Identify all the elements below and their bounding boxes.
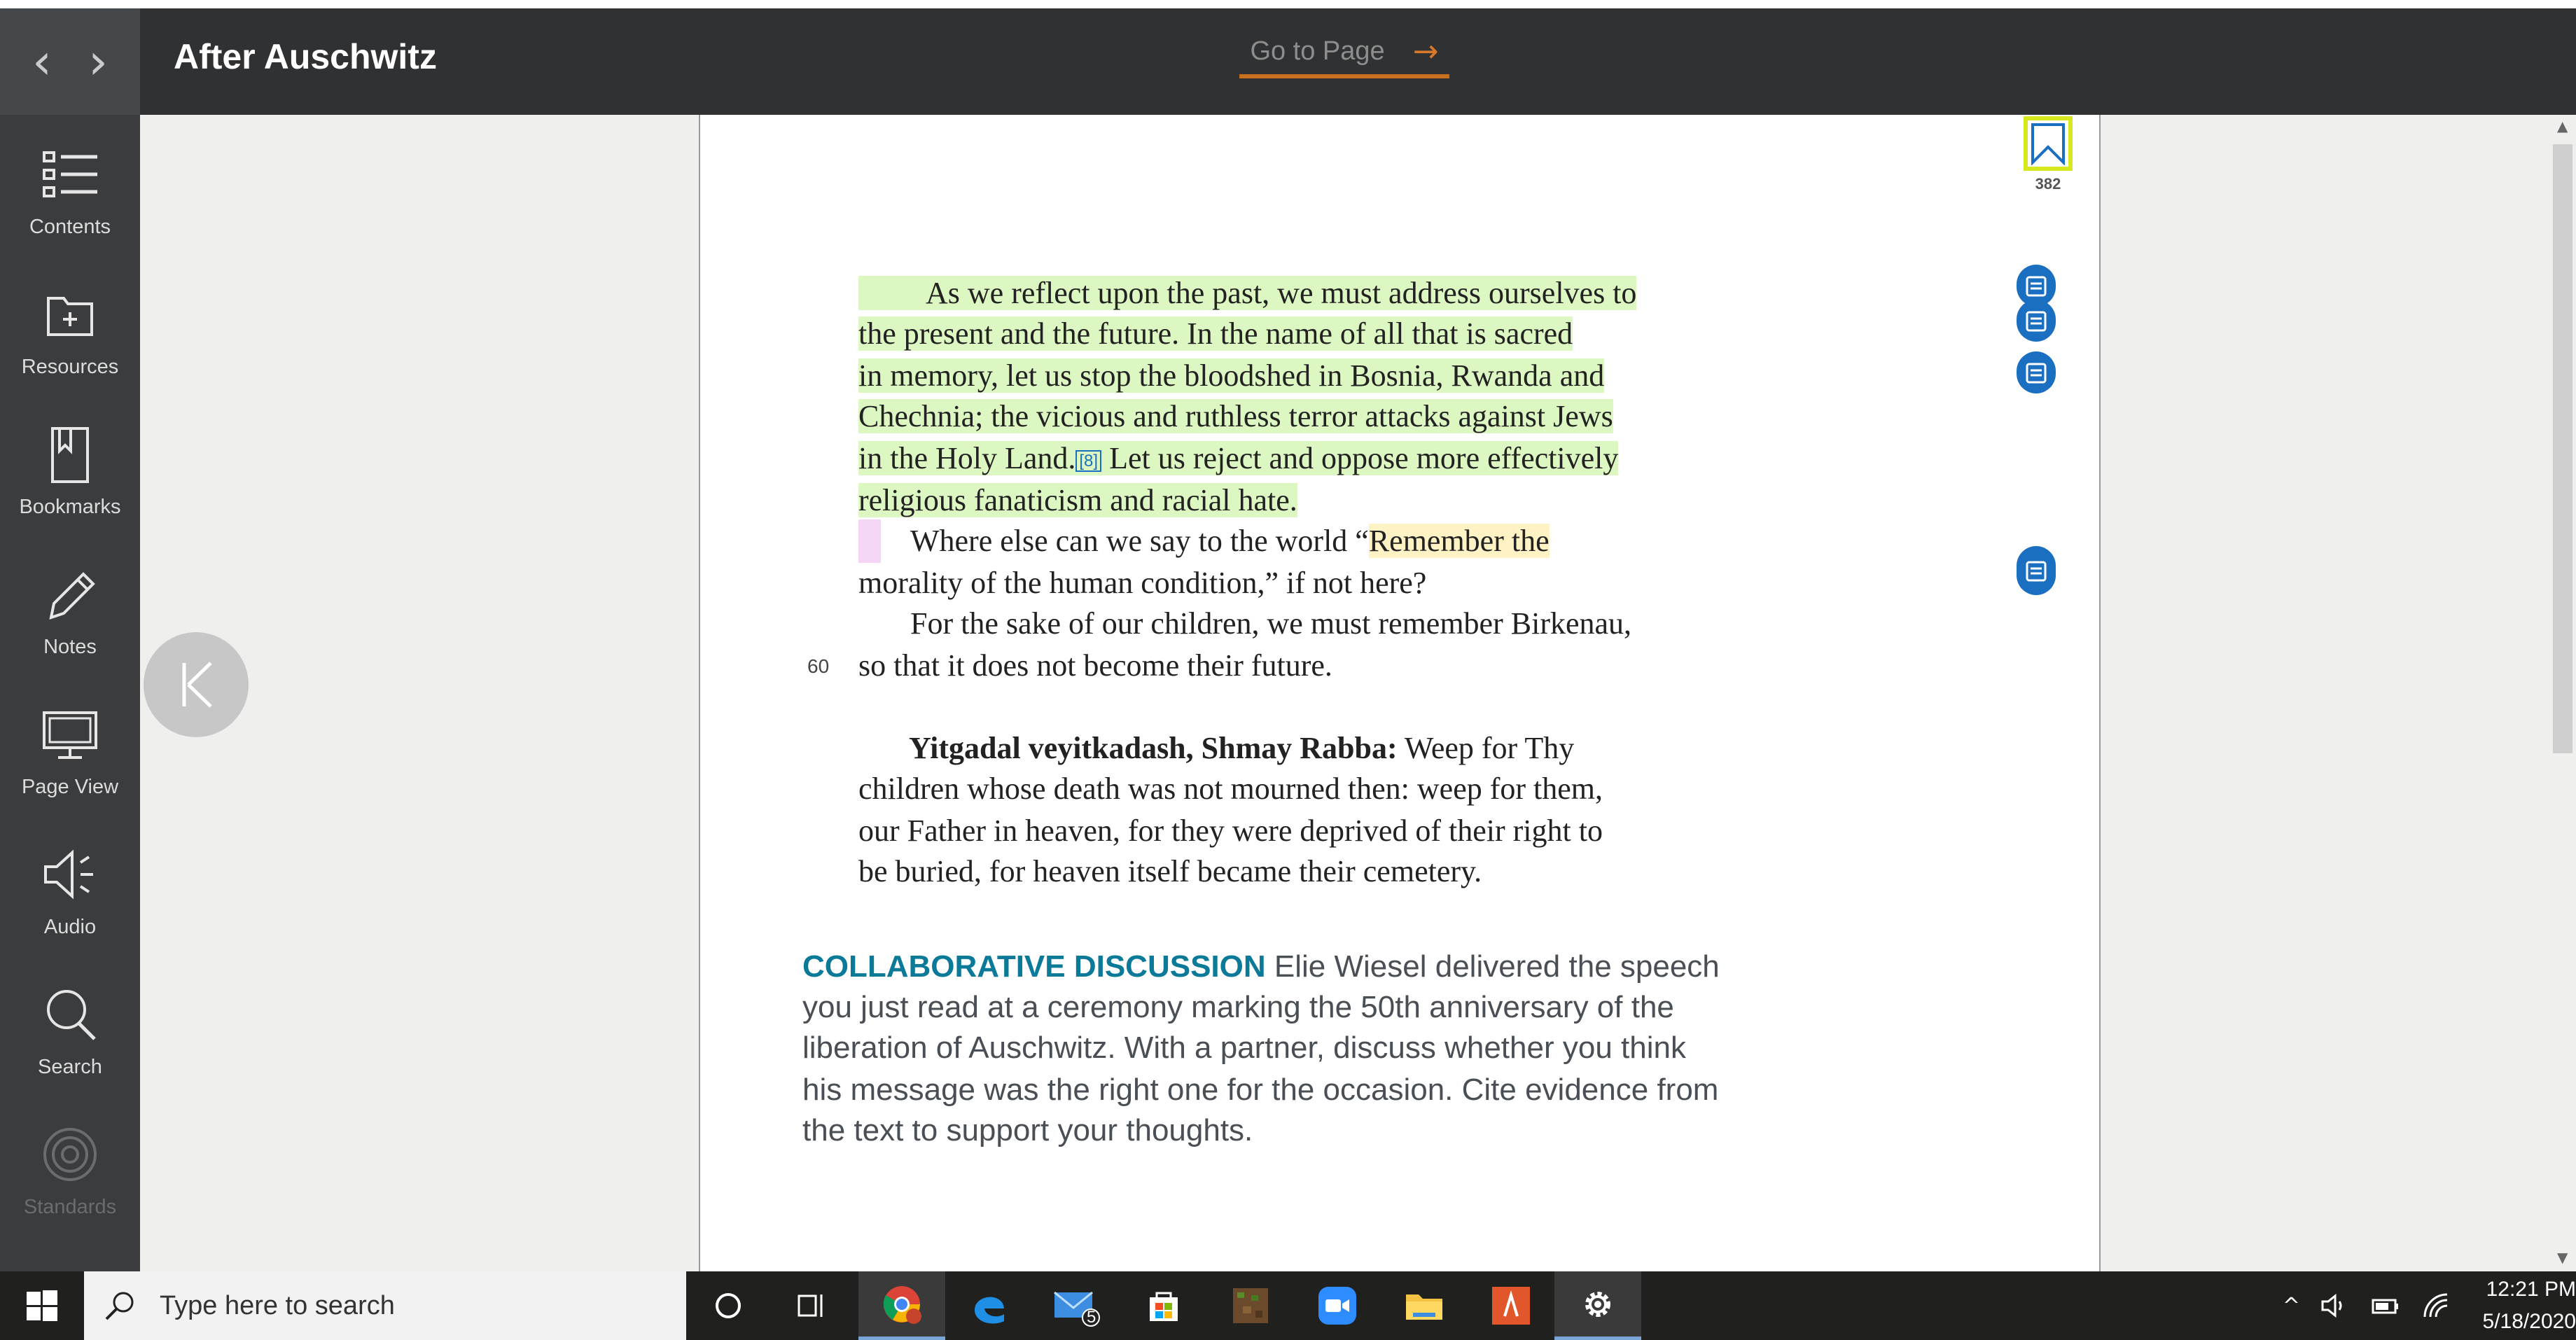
windows-taskbar [0, 1271, 2576, 1340]
chrome-taskbar-button[interactable] [858, 1271, 945, 1340]
battery-icon[interactable] [2370, 1292, 2401, 1320]
cortana-button[interactable] [685, 1271, 772, 1340]
store-taskbar-button[interactable] [1120, 1271, 1207, 1340]
collapse-sidebar-button[interactable] [144, 632, 249, 737]
page-number: 382 [2035, 175, 2061, 193]
highlighted-text[interactable]: Remember the [1368, 524, 1550, 558]
notepad-icon [2024, 360, 2049, 385]
footnote-link[interactable] [1075, 441, 1109, 475]
store-bag-icon [1144, 1286, 1183, 1325]
back-arrow-icon[interactable]: ‹ [32, 33, 52, 90]
text-span: Where else can we say to the world “ [910, 524, 1369, 558]
collapse-icon [165, 653, 228, 716]
text-line: For the sake of our children, we must remember Birkenau, [910, 606, 1632, 641]
windows-logo-icon [27, 1290, 57, 1321]
minecraft-taskbar-button[interactable] [1207, 1271, 1294, 1340]
target-icon [39, 1123, 102, 1186]
arrow-right-icon: → [1412, 33, 1439, 69]
office-app-icon [1491, 1285, 1531, 1326]
text-span: Weep for Thy [1397, 731, 1575, 765]
bookmark-outline-icon [2028, 122, 2068, 165]
text-line [910, 521, 1550, 561]
go-to-page-button[interactable] [1239, 28, 1449, 78]
taskbar-search-box[interactable] [84, 1271, 686, 1340]
system-tray [2283, 1271, 2576, 1340]
scrollbar-thumb[interactable] [2553, 144, 2572, 753]
sidebar [0, 115, 140, 1271]
task-view-icon [795, 1290, 830, 1321]
zoom-camera-icon [1317, 1285, 1358, 1326]
highlighted-text[interactable]: Let us reject and oppose more effectively [1109, 441, 1619, 475]
speaker-icon [39, 843, 102, 906]
highlighted-text[interactable]: religious fanaticism and racial hate. [858, 483, 1297, 517]
folder-icon [1403, 1286, 1445, 1325]
volume-icon[interactable] [2320, 1292, 2351, 1320]
file-explorer-taskbar-button[interactable] [1381, 1271, 1468, 1340]
sidebar-item-label: Bookmarks [19, 496, 121, 518]
list-icon [39, 143, 102, 206]
book-title: After Auschwitz [174, 37, 437, 76]
highlighted-text[interactable]: in memory, let us stop the bloodshed in Bosnia, Rwanda and [858, 358, 1605, 393]
window-top-strip [0, 0, 2576, 8]
text-line [858, 480, 1297, 521]
discussion-line [802, 947, 1720, 987]
wifi-icon[interactable] [2421, 1292, 2451, 1320]
monitor-icon [39, 703, 102, 766]
text-line [858, 396, 1613, 437]
prayer-heading: Yitgadal veyitkadash, Shmay Rabba: [909, 731, 1398, 765]
note-marker[interactable] [2017, 300, 2056, 342]
mail-badge: 5 [1087, 1308, 1096, 1327]
discussion-heading: COLLABORATIVE DISCUSSION [802, 949, 1266, 984]
mail-taskbar-button[interactable] [1033, 1271, 1120, 1340]
text-line: morality of the human condition,” if not here? [858, 566, 1427, 600]
sidebar-item-label: Search [38, 1056, 102, 1078]
scroll-up-arrow[interactable]: ▲ [2557, 118, 2568, 134]
bookmark-icon [39, 423, 102, 486]
text-line [909, 728, 1574, 769]
sidebar-item-label: Page View [21, 776, 119, 798]
sidebar-item-label: Audio [43, 916, 97, 938]
start-button[interactable] [0, 1271, 84, 1340]
nav-arrows [0, 8, 140, 115]
sidebar-item-standards[interactable] [0, 1095, 140, 1235]
sidebar-item-audio[interactable] [0, 815, 140, 955]
highlighted-text[interactable]: As we reflect upon the past, we must address ourselves to [858, 276, 1636, 310]
zoom-taskbar-button[interactable] [1294, 1271, 1381, 1340]
text-line: children whose death was not mourned then: weep for them, [858, 772, 1603, 806]
app-taskbar-button[interactable] [1468, 1271, 1554, 1340]
highlighted-text[interactable]: in the Holy Land. [858, 441, 1076, 475]
sidebar-item-label: Notes [43, 636, 97, 658]
text-line [858, 356, 1604, 396]
text-span: Elie Wiesel delivered the speech [1265, 949, 1720, 984]
footnote-marker[interactable]: [8] [1075, 450, 1101, 472]
go-to-page-label: Go to Page [1250, 36, 1385, 66]
clock-time: 12:21 PM [2486, 1278, 2576, 1301]
highlighted-text[interactable]: Chechnia; the vicious and ruthless terror attacks against Jews [858, 399, 1613, 433]
sidebar-item-search[interactable] [0, 955, 140, 1095]
text-line: be buried, for heaven itself became their cemetery. [858, 854, 1482, 888]
sidebar-item-label: Standards [23, 1196, 117, 1218]
text-line [858, 438, 1618, 479]
text-line [858, 314, 1573, 354]
sidebar-item-page-view[interactable] [0, 675, 140, 815]
gear-icon [1578, 1285, 1617, 1324]
notepad-icon [2024, 558, 2049, 583]
text-line [858, 273, 1636, 314]
cortana-circle-icon [713, 1290, 744, 1321]
chrome-icon [880, 1283, 924, 1326]
notepad-icon [2024, 273, 2049, 298]
sidebar-item-bookmarks[interactable] [0, 395, 140, 535]
search-icon [39, 983, 102, 1046]
note-marker[interactable] [2017, 546, 2056, 595]
forward-arrow-icon[interactable]: › [88, 33, 108, 90]
sidebar-item-contents[interactable] [0, 115, 140, 255]
sidebar-item-resources[interactable] [0, 255, 140, 395]
discussion-line: liberation of Auschwitz. With a partner, discuss whether you think [802, 1031, 1686, 1065]
search-icon [102, 1288, 137, 1323]
minecraft-block-icon [1230, 1285, 1271, 1326]
bookmark-toggle-button[interactable] [2024, 116, 2073, 171]
notepad-icon [2024, 308, 2049, 333]
line-number: 60 [807, 655, 830, 677]
text-line: our Father in heaven, for they were deprived of their right to [858, 814, 1603, 848]
chevron-up-icon[interactable]: ^ [2282, 1293, 2300, 1318]
edge-icon [969, 1286, 1008, 1325]
discussion-line: you just read at a ceremony marking the 50th anniversary of the [802, 990, 1674, 1024]
folder-plus-icon [39, 283, 102, 346]
sidebar-item-label: Contents [29, 216, 111, 238]
sidebar-item-notes[interactable] [0, 535, 140, 675]
highlighted-text[interactable]: the present and the future. In the name of all that is sacred [858, 316, 1573, 351]
settings-taskbar-button[interactable] [1554, 1271, 1641, 1340]
discussion-line: the text to support your thoughts. [802, 1113, 1253, 1147]
scroll-down-arrow[interactable]: ▼ [2557, 1249, 2568, 1266]
pink-highlight-marker[interactable] [858, 519, 881, 563]
edge-taskbar-button[interactable] [945, 1271, 1032, 1340]
note-marker[interactable] [2017, 351, 2056, 393]
pencil-icon [39, 563, 102, 626]
sidebar-item-label: Resources [21, 356, 119, 378]
clock-date: 5/18/2020 [2482, 1310, 2576, 1333]
search-placeholder: Type here to search [160, 1290, 395, 1320]
task-view-button[interactable] [769, 1271, 856, 1340]
discussion-line: his message was the right one for the occasion. Cite evidence from [802, 1073, 1719, 1107]
clock[interactable] [2471, 1273, 2576, 1338]
text-line: so that it does not become their future. [858, 648, 1332, 683]
